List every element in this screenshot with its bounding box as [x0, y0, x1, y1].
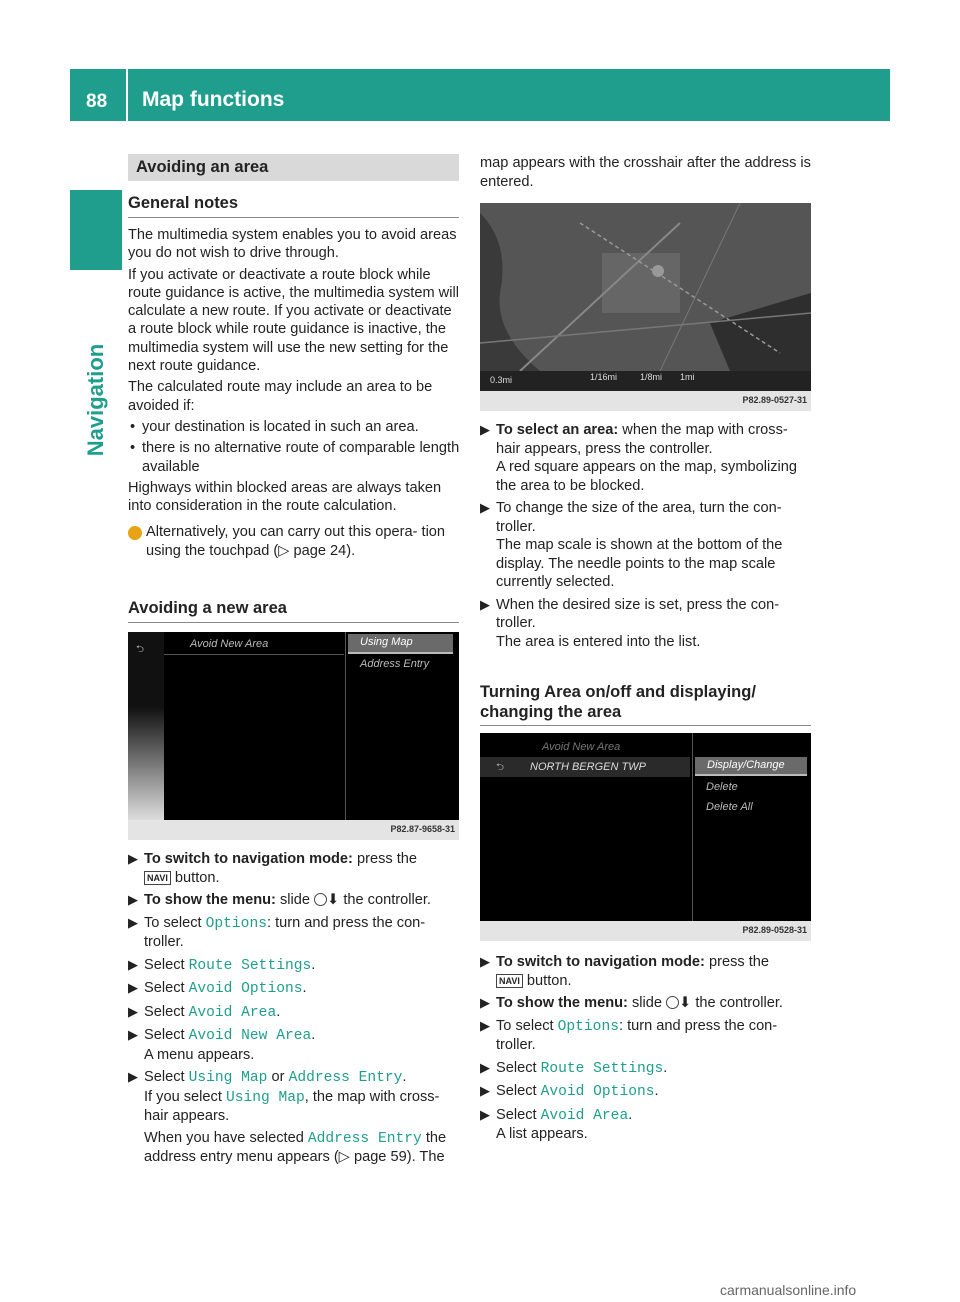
controller-icon	[666, 996, 679, 1009]
screen-divider	[345, 632, 346, 820]
footer-watermark: carmanualsonline.info	[720, 1282, 857, 1298]
steps-right	[480, 953, 811, 1148]
step: ▶ Select Avoid Area. A list appears.	[480, 1106, 633, 1142]
screen-title: Avoid New Area	[542, 741, 621, 753]
menu-option-using-map[interactable]: Using Map	[348, 634, 453, 654]
list-row-north-bergen[interactable]: ⮌ NORTH BERGEN TWP	[480, 757, 690, 777]
arrow-icon: ▶	[128, 1069, 138, 1084]
menu-option-delete[interactable]: Delete	[706, 781, 738, 793]
map-graphic	[480, 203, 811, 371]
map-scale-bar: 0.3mi 1/16mi 1/8mi 1mi	[480, 371, 811, 391]
menu-option-address-entry[interactable]: Address Entry	[360, 658, 430, 670]
arrow-icon: ▶	[480, 422, 490, 437]
list-item: • your destination is located in such an area.	[128, 418, 460, 436]
step: ▶ Select Using Map or Address Entry. If you select Using Map, the map with cross- hair appears. When you have selected Address Entry the address entry menu appears (▷ page 59). The	[128, 1069, 447, 1165]
controller-icon	[314, 893, 327, 906]
back-icon: ⮌	[496, 762, 505, 773]
menu-option-delete-all[interactable]: Delete All	[706, 801, 753, 813]
step: ▶ To select Options: turn and press the con- troller.	[480, 1017, 778, 1053]
continued-text: map appears with the crosshair after the address is entered.	[480, 155, 811, 190]
step: ▶ To select an area: when the map with cross- hair appears, press the controller. A red square appears on the map, symbolizing the area to be blocked.	[480, 422, 797, 494]
section-title: Avoiding an area	[128, 154, 459, 181]
arrow-icon: ▶	[128, 1027, 138, 1042]
step: ▶ To change the size of the area, turn the con- troller. The map scale is shown at the bottom of the display. The needle points to the map scale currently selected.	[480, 500, 783, 590]
arrow-icon: ▶	[480, 1106, 490, 1122]
step: ▶ To switch to navigation mode: press the NAVI button.	[480, 954, 770, 989]
screen-area-list	[480, 733, 811, 941]
screen-divider	[692, 733, 693, 921]
arrow-icon: ▶	[480, 995, 490, 1010]
step: ▶ Select Avoid New Area. A menu appears.	[128, 1027, 316, 1063]
arrow-icon: ▶	[480, 500, 490, 515]
arrow-icon: ▶	[480, 1017, 490, 1033]
arrow-icon: ▶	[128, 914, 138, 930]
arrow-icon: ▶	[480, 596, 490, 612]
step: ▶ Select Avoid Options.	[128, 980, 307, 997]
arrow-icon: ▶	[128, 956, 138, 972]
divider	[128, 217, 459, 218]
paragraph: Highways within blocked areas are always taken into consideration in the route calculation.	[128, 479, 442, 515]
arrow-icon: ▶	[128, 892, 138, 907]
screen-avoid-new-area	[128, 632, 459, 840]
info-icon: i	[128, 526, 142, 540]
side-label: Navigation	[83, 343, 108, 457]
header-divider	[126, 69, 128, 121]
arrow-icon: ▶	[480, 1059, 490, 1075]
step: ▶ To switch to navigation mode: press the NAVI button.	[128, 851, 418, 886]
screen-divider	[164, 654, 344, 655]
step: ▶ To show the menu: slide ⬇ the controller.	[480, 995, 783, 1011]
page-number: 88	[86, 91, 108, 112]
screen-map	[480, 203, 811, 411]
screen-title: Avoid New Area	[190, 638, 269, 650]
step: ▶ To select Options: turn and press the con- troller.	[128, 914, 426, 950]
arrow-icon: ▶	[128, 980, 138, 995]
turning-area-heading: Turning Area on/off and displaying/ changing the area	[480, 683, 756, 721]
info-note: i Alternatively, you can carry out this opera- tion using the touchpad (▷ page 24).	[124, 524, 446, 559]
paragraph: The multimedia system enables you to avoid areas you do not wish to drive through.	[128, 227, 457, 262]
steps-left	[128, 850, 459, 1171]
menu-option-display-change[interactable]: Display/Change	[695, 757, 807, 776]
paragraph: The calculated route may include an area to be avoided if:	[128, 379, 433, 414]
step: ▶ Select Avoid Options.	[480, 1083, 659, 1100]
page-header	[70, 69, 890, 121]
side-tab	[70, 190, 122, 270]
step: ▶ Select Route Settings.	[128, 956, 316, 974]
steps-map	[480, 421, 811, 655]
image-caption: P82.89-0527-31	[480, 391, 811, 411]
paragraph: If you activate or deactivate a route block while route guidance is active, the multimedia system will calculate a new route. If you activate or deactivate a route block while route guidance is inactive, the multimedia system will use the new setting for the next route guidance.	[128, 266, 459, 375]
navi-button-icon: NAVI	[496, 974, 523, 988]
page-title: Map functions	[142, 88, 285, 111]
screen-sidebar	[128, 632, 164, 820]
image-caption: P82.89-0528-31	[480, 921, 811, 941]
new-area-heading: Avoiding a new area	[128, 599, 287, 617]
step: ▶ Select Route Settings.	[480, 1059, 668, 1077]
divider	[480, 725, 811, 726]
list-item: • there is no alternative route of comparable length available	[128, 439, 460, 476]
step: ▶ When the desired size is set, press the con- troller. The area is entered into the list.	[480, 596, 780, 650]
arrow-icon: ▶	[480, 954, 490, 969]
back-icon: ⮌	[136, 644, 145, 655]
step: ▶ Select Avoid Area.	[128, 1003, 281, 1021]
arrow-icon: ▶	[480, 1083, 490, 1098]
divider	[128, 622, 459, 623]
step: ▶ To show the menu: slide ⬇ the controller.	[128, 892, 431, 908]
general-notes-heading: General notes	[128, 194, 239, 212]
arrow-icon: ▶	[128, 1003, 138, 1019]
image-caption: P82.87-9658-31	[128, 820, 459, 840]
arrow-icon: ▶	[128, 851, 138, 866]
navi-button-icon: NAVI	[144, 871, 171, 885]
general-notes-body	[124, 226, 460, 563]
